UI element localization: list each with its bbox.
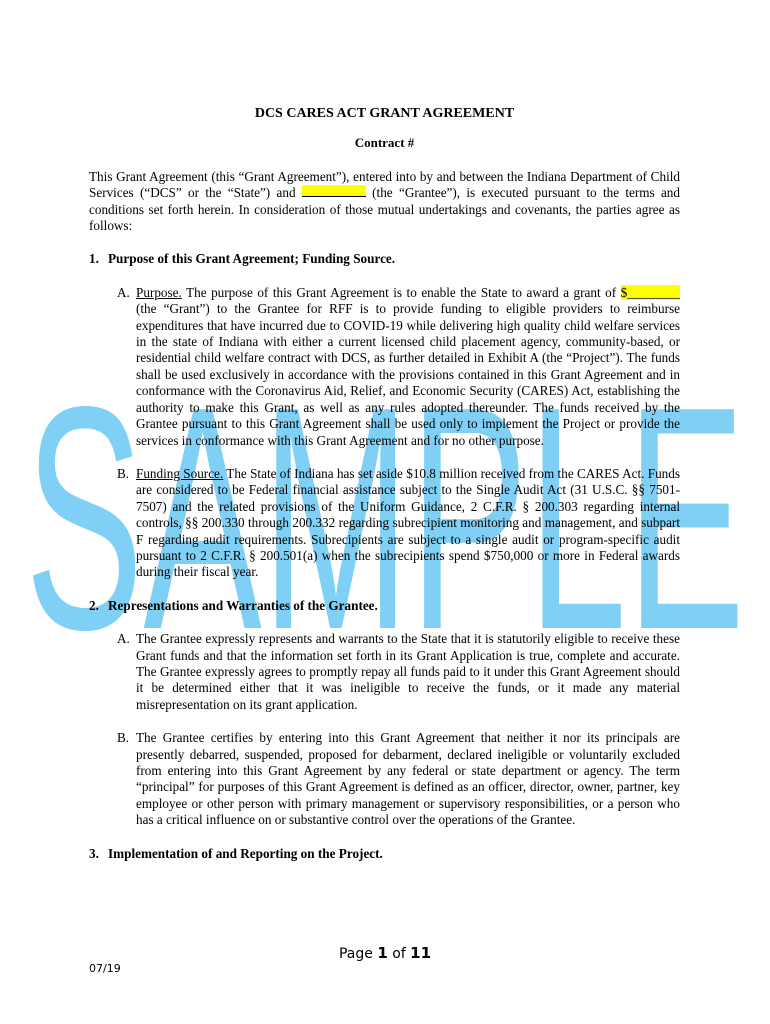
current-page: 1 xyxy=(377,944,388,962)
item-label: Purpose. xyxy=(136,284,182,300)
svg-text:SAMPLE: SAMPLE xyxy=(25,341,745,696)
section-2-number: 2. xyxy=(89,597,99,613)
grant-amount-blank[interactable]: $________ xyxy=(620,284,680,300)
page-number xyxy=(0,944,770,962)
item-body: The Grantee expressly represents and warrants to the State that it is statutorily eligible to receive these Grant funds and that the information set forth in its Grant Application is true, complete and accurate. The Grantee expressly agrees to promptly repay all funds paid to it under this Grant Agreement should it be determined either that it was ineligible to receive the funds, or it made any material misrepresentation on its grant application. xyxy=(136,631,680,712)
section-1-item-b xyxy=(117,466,680,581)
item-body: The Grantee certifies by entering into this Grant Agreement that neither it nor its principals are presently debarred, suspended, proposed for debarment, declared ineligible or voluntarily excluded from entering into this Grant Agreement by any federal or state department or agency. The term “principal” for purposes of this Grant Agreement is defined as an officer, director, owner, partner, key employee or other person with primary management or supervisory responsibilities, or a person who has a critical influence on or substantive control over the operations of the Grantee. xyxy=(136,730,680,828)
section-2-heading xyxy=(89,598,680,614)
item-label: Funding Source. xyxy=(136,465,224,481)
section-1-title: Purpose of this Grant Agreement; Funding Source. xyxy=(108,251,396,267)
section-2-item-a xyxy=(117,631,680,713)
item-body xyxy=(136,285,680,449)
grantee-name-blank[interactable] xyxy=(302,185,366,197)
section-2-item-b xyxy=(117,730,680,828)
item-text-a: The purpose of this Grant Agreement is to enable the State to award a grant of xyxy=(181,284,621,300)
section-3-heading xyxy=(89,846,680,862)
section-3-title: Implementation of and Reporting on the Project. xyxy=(108,845,383,861)
page-word: Page xyxy=(338,946,378,962)
section-3-number: 3. xyxy=(89,845,99,861)
of-word: of xyxy=(387,946,411,962)
revision-date: 07/19 xyxy=(89,962,121,975)
item-letter: A. xyxy=(117,631,130,647)
section-1-item-a xyxy=(117,285,680,449)
section-2-title: Representations and Warranties of the Grantee. xyxy=(108,597,378,613)
document-title: DCS CARES ACT GRANT AGREEMENT xyxy=(254,106,515,121)
intro-text-b: (the “Grantee”), is executed pursuant to the terms and conditions set forth herein. In consideration of those mutual undertakings and covenants, the parties agree as follows: xyxy=(89,185,680,234)
item-letter: A. xyxy=(117,284,130,300)
intro-paragraph xyxy=(89,169,680,235)
item-text: The State of Indiana has set aside $10.8 million received from the CARES Act. Funds are considered to be Federal financial assistance subject to the Single Audit Act (31 U.S.C. §§ 7501-7507) and the related provisions of the Uniform Guidance, 2 C.F.R. § 200.303 regarding internal controls, §§ 200.330 through 200.332 regarding subrecipient monitoring and management, and subpart F regarding audit requirements. Subrecipients are subject to a single audit or program-specific audit pursuant to 2 C.F.R. § 200.501(a) when the subrecipients spend $750,000 or more in Federal awards during their fiscal year. xyxy=(136,465,680,580)
item-letter: B. xyxy=(117,465,130,481)
document-body xyxy=(89,106,680,879)
item-body xyxy=(136,466,680,581)
item-text-b: (the “Grant”) to the Grantee for RFF is to provide funding to eligible providers to reimburse expenditures that have incurred due to COVID-19 while delivering high quality child welfare services in the state of Indiana with either a current licensed child placement agency, community-based, or residential child welfare contract with DCS, as further detailed in Exhibit A (the “Project”). The funds shall be used exclusively in accordance with the provisions contained in this Grant Agreement and in conformance with the Coronavirus Aid, Relief, and Economic Security (CARES) Act, establishing the authority to make this Grant, as well as any rules adopted thereunder. The funds received by the Grantee pursuant to this Grant Agreement shall be used only to implement the Project or provide the services in conformance with this Grant Agreement and for no other purpose. xyxy=(136,301,680,448)
section-1-number: 1. xyxy=(89,251,99,267)
section-1-heading xyxy=(89,251,680,267)
intro-text-a: This Grant Agreement (this “Grant Agreement”), entered into by and between the Indiana Department of Child Services (“DCS” or the “State”) and xyxy=(89,168,680,201)
item-letter: B. xyxy=(117,730,130,746)
total-pages: 11 xyxy=(410,944,432,962)
contract-number-label: Contract # xyxy=(354,135,415,151)
